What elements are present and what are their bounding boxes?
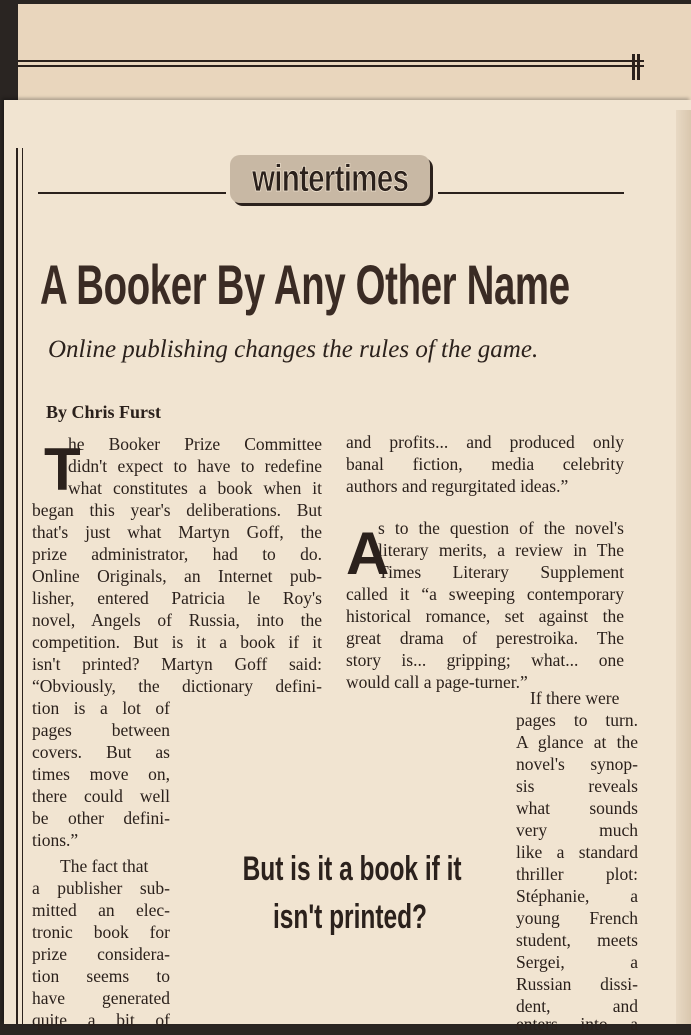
body-text-line: and profits... and produced only bbox=[346, 432, 624, 452]
body-text-line: competition. But is it a book if it bbox=[32, 632, 322, 652]
body-text-line: The fact that bbox=[60, 856, 149, 876]
banner-rule-right bbox=[438, 192, 624, 194]
body-text-line: what sounds bbox=[516, 798, 638, 818]
body-text-line: historical romance, set against the bbox=[346, 606, 624, 626]
body-text-line: times move on, bbox=[32, 764, 170, 784]
back-page-rule-tick bbox=[632, 54, 635, 80]
body-text-line: what constitutes a book when it bbox=[68, 478, 322, 498]
body-text-line: “Obviously, the dictionary defini- bbox=[32, 676, 322, 696]
body-text-line: began this year's deliberations. But bbox=[32, 500, 322, 520]
body-text-line: be other defini- bbox=[32, 808, 170, 828]
body-text-line: called it “a sweeping contemporary bbox=[346, 584, 624, 604]
body-text-line: banal fiction, media celebrity bbox=[346, 454, 624, 474]
section-banner bbox=[230, 153, 430, 205]
body-text-line: didn't expect to have to redefine bbox=[68, 456, 322, 476]
body-text-line: very much bbox=[516, 820, 638, 840]
body-text-line: authors and regurgitated ideas.” bbox=[346, 476, 569, 496]
banner-rule-left bbox=[38, 192, 226, 194]
body-text-line: enters into a bbox=[516, 1014, 638, 1034]
body-text-line: Online Originals, an Internet pub- bbox=[32, 566, 322, 586]
body-text-line: literary merits, a review in The bbox=[378, 540, 624, 560]
body-text-line: dent, and bbox=[516, 996, 638, 1016]
column-rule bbox=[16, 148, 18, 1024]
body-text-line: pages between bbox=[32, 720, 170, 740]
drop-cap: T bbox=[44, 436, 81, 503]
body-text-line: novel's synop- bbox=[516, 754, 638, 774]
body-text-line: Sergei, a bbox=[516, 952, 638, 972]
body-text-line: a publisher sub- bbox=[32, 878, 170, 898]
body-text-line: would call a page-turner.” bbox=[346, 672, 528, 692]
body-text-line: novel, Angels of Russia, into the bbox=[32, 610, 322, 630]
body-text-line: s to the question of the novel's bbox=[378, 518, 624, 538]
body-text-line: thriller plot: bbox=[516, 864, 638, 884]
body-text-line: young French bbox=[516, 908, 638, 928]
body-text-line: If there were bbox=[530, 688, 620, 708]
body-text-line: isn't printed? Martyn Goff said: bbox=[32, 654, 322, 674]
back-page-rule bbox=[18, 65, 644, 67]
body-text-line: mitted an elec- bbox=[32, 900, 170, 920]
body-text-line: quite a bit of bbox=[32, 1010, 170, 1030]
body-text-line: A glance at the bbox=[516, 732, 638, 752]
body-text-line: covers. But as bbox=[32, 742, 170, 762]
body-text-line: prize considera- bbox=[32, 944, 170, 964]
body-text-line: pages to turn. bbox=[516, 710, 638, 730]
headline: A Booker By Any Other Name bbox=[40, 253, 570, 316]
body-text-line: tions.” bbox=[32, 830, 79, 850]
body-text-line: there could well bbox=[32, 786, 170, 806]
body-text-line: prize administrator, had to do. bbox=[32, 544, 322, 564]
column-rule bbox=[22, 148, 23, 1024]
pull-quote-line: isn't printed? bbox=[272, 898, 428, 936]
body-text-line: lisher, entered Patricia le Roy's bbox=[32, 588, 322, 608]
subheadline: Online publishing changes the rules of the game. bbox=[48, 336, 539, 363]
body-text-line: story is... gripping; what... one bbox=[346, 650, 624, 670]
body-text-line: have generated bbox=[32, 988, 170, 1008]
body-text-line: Russian dissi- bbox=[516, 974, 638, 994]
page-edge-shadow bbox=[676, 110, 691, 1024]
body-text-line: sis reveals bbox=[516, 776, 638, 796]
pull-quote-line: But is it a book if it bbox=[242, 850, 462, 888]
body-text-line: tion seems to bbox=[32, 966, 170, 986]
drop-cap: A bbox=[346, 520, 390, 587]
body-text-line: Stéphanie, a bbox=[516, 886, 638, 906]
byline: By Chris Furst bbox=[46, 402, 162, 422]
body-text-line: Times Literary Supplement bbox=[378, 562, 624, 582]
body-text-line: tronic book for bbox=[32, 922, 170, 942]
body-text-line: student, meets bbox=[516, 930, 638, 950]
body-text-line: like a standard bbox=[516, 842, 638, 862]
section-banner-text: wintertimes bbox=[251, 157, 409, 200]
body-text-line: he Booker Prize Committee bbox=[68, 434, 322, 454]
back-page-rule bbox=[18, 60, 644, 62]
back-page-rule-tick bbox=[637, 54, 640, 80]
body-text-line: great drama of perestroika. The bbox=[346, 628, 624, 648]
body-text-line: tion is a lot of bbox=[32, 698, 170, 718]
body-text-line: that's just what Martyn Goff, the bbox=[32, 522, 322, 542]
